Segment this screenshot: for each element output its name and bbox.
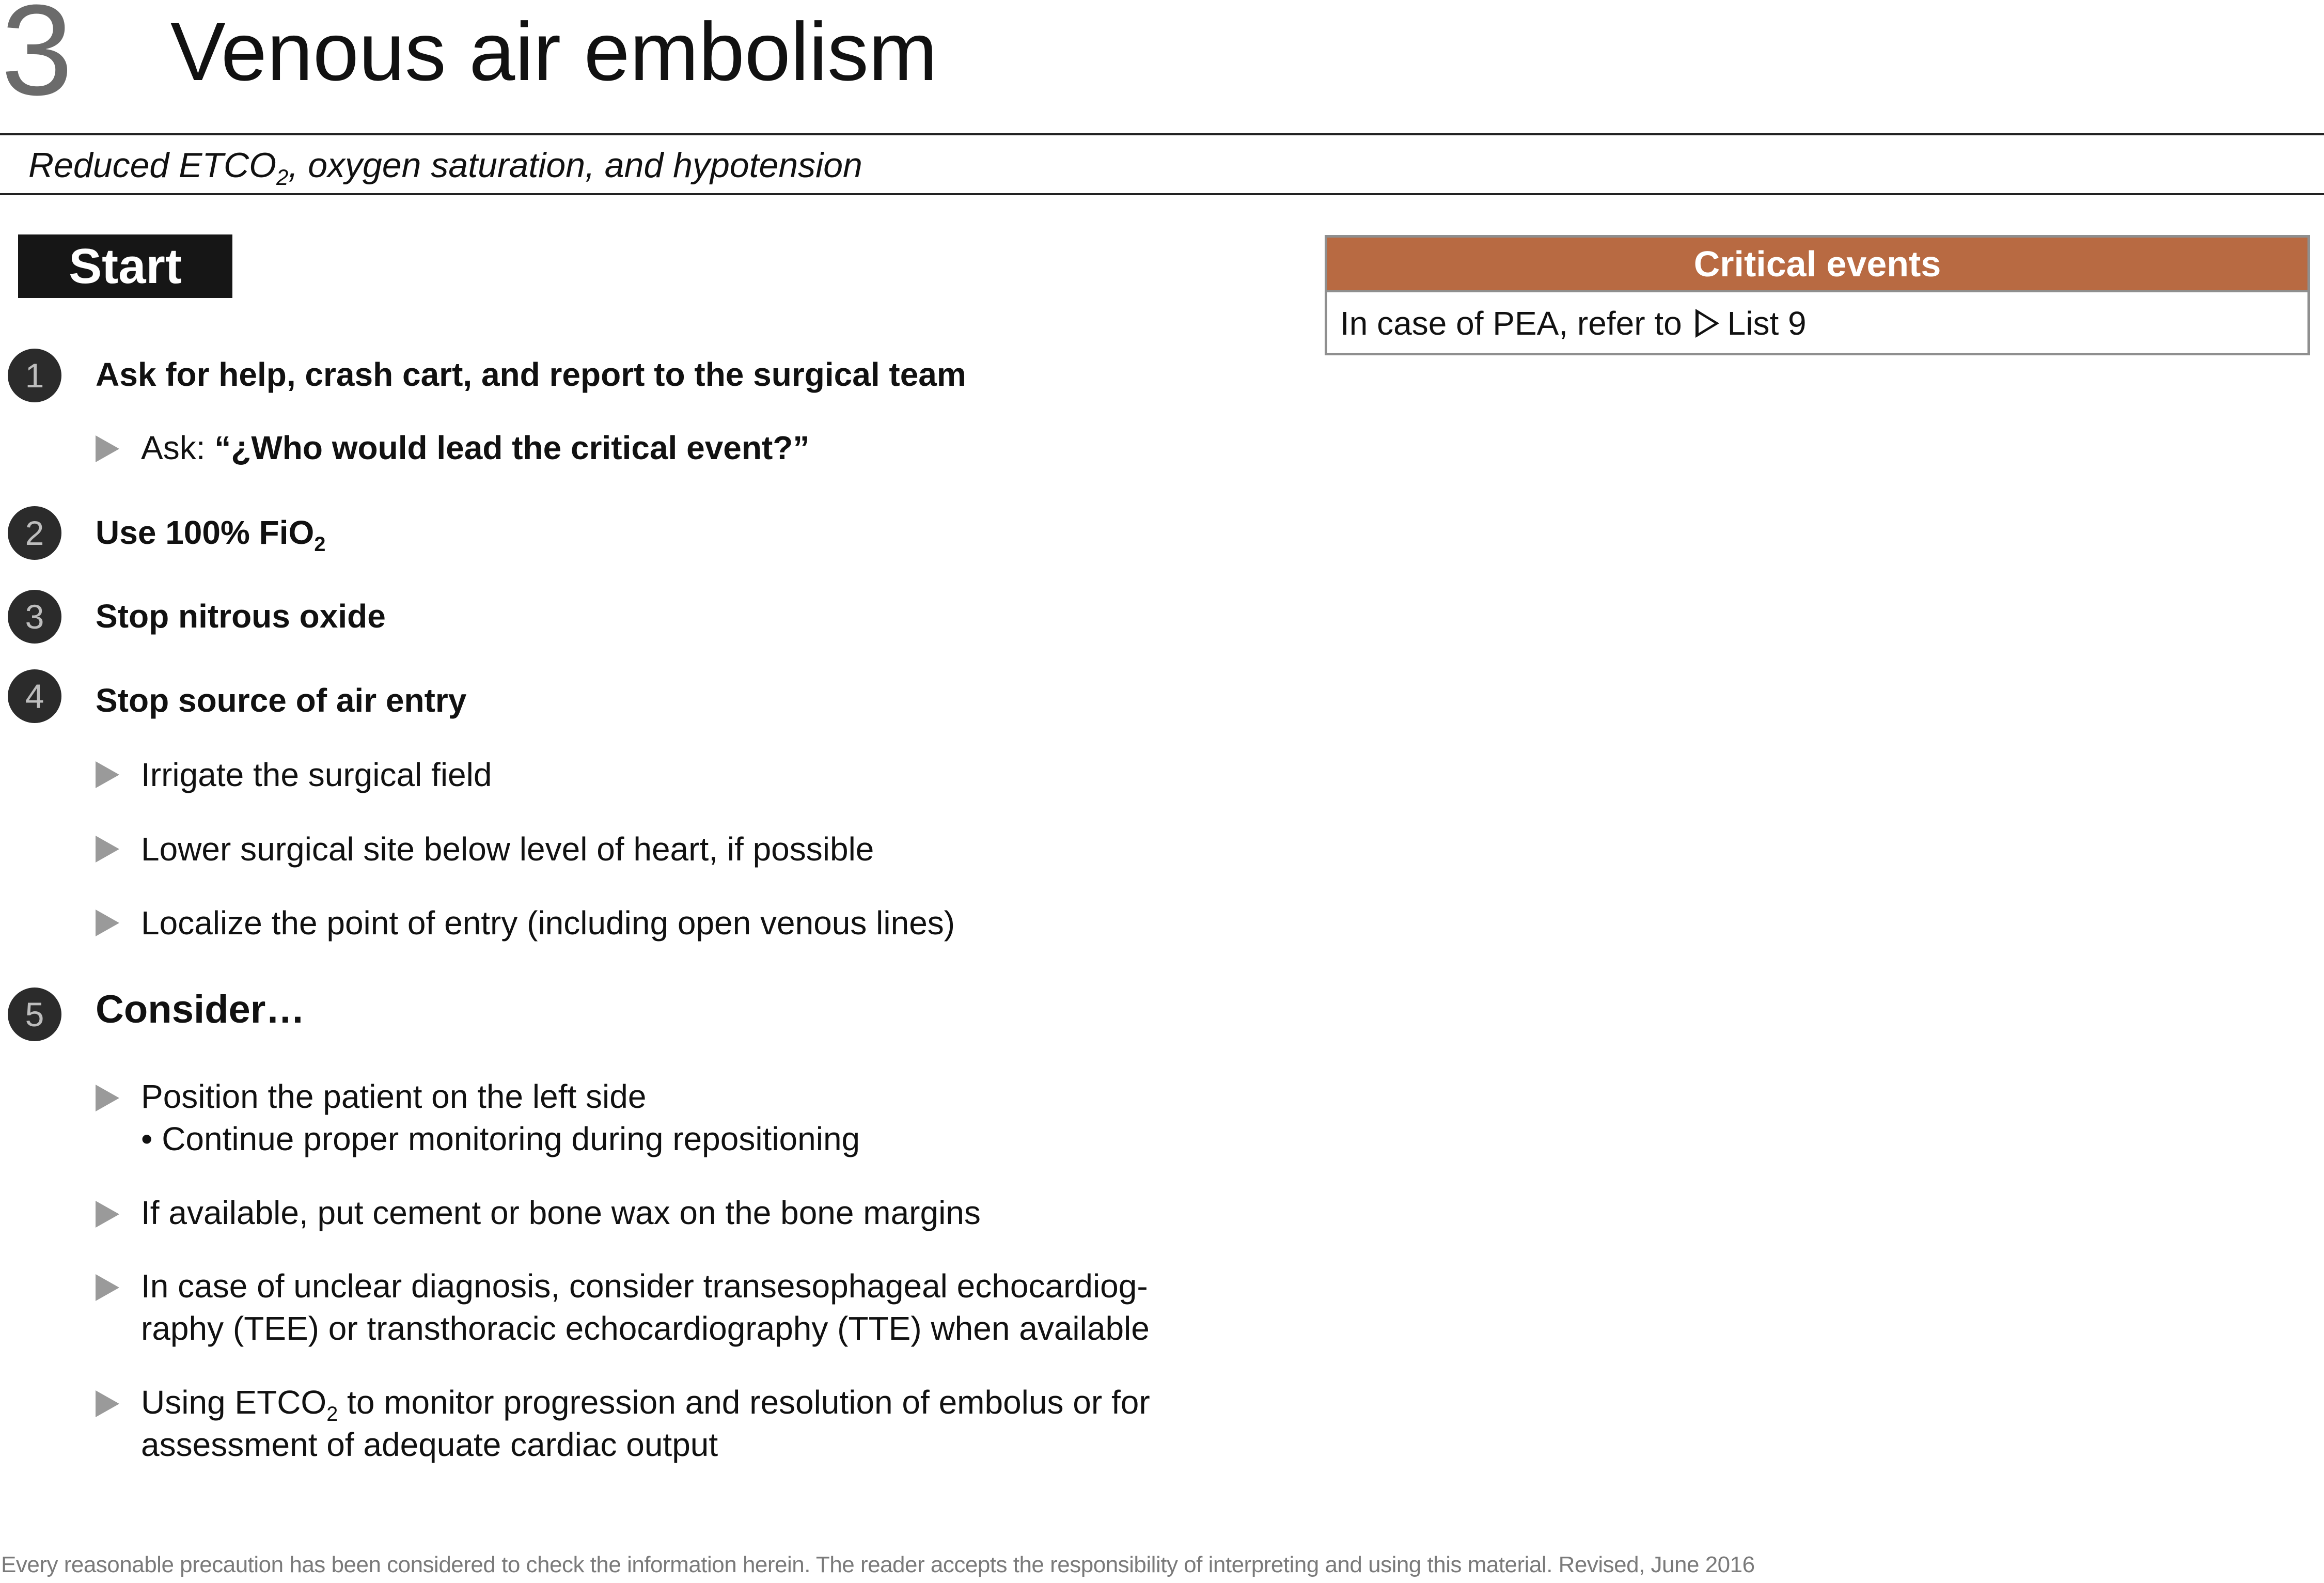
critical-events-body xyxy=(1340,304,1807,343)
chapter-number: 3 xyxy=(1,0,73,122)
triangle-right-outline-icon xyxy=(1695,309,1719,338)
start-label: Start xyxy=(18,234,232,298)
step-4-badge: 4 xyxy=(8,669,61,723)
step-2-text xyxy=(96,513,326,556)
step-1-bullet-1 xyxy=(141,427,809,469)
bullet-arrow-icon xyxy=(96,1390,119,1417)
page-title: Venous air embolism xyxy=(170,5,938,98)
bullet-arrow-icon xyxy=(96,910,119,936)
bullet-bold-quote: “¿Who would lead the critical event?” xyxy=(214,429,810,466)
bullet-line: raphy (TEE) or transthoracic echocardiography (TTE) when available xyxy=(141,1310,1150,1347)
footer-disclaimer: Every reasonable precaution has been considered to check the information herein. The reader accepts the responsibility of interpreting and using this material. Revised, June 2016 xyxy=(1,1552,1755,1577)
step-4-text: Stop source of air entry xyxy=(96,682,467,719)
bullet-arrow-icon xyxy=(96,1274,119,1301)
bullet-line xyxy=(141,1381,1150,1423)
bullet-arrow-icon xyxy=(96,435,119,462)
bullet-prefix: Ask: xyxy=(141,429,215,466)
step-5-text: Consider… xyxy=(96,988,305,1031)
critical-events-divider xyxy=(1327,290,2307,292)
bullet-line: In case of unclear diagnosis, consider transesophageal echocardiog- xyxy=(141,1267,1148,1305)
critical-events-text: In case of PEA, refer to xyxy=(1340,305,1682,342)
step-5-bullet-3 xyxy=(141,1265,1150,1350)
bullet-text-pre: Using ETCO xyxy=(141,1384,327,1421)
bullet-arrow-icon xyxy=(96,1085,119,1111)
step-3-badge: 3 xyxy=(8,590,61,644)
critical-events-panel xyxy=(1325,235,2310,355)
header-rule-bottom xyxy=(0,193,2324,195)
subtitle-text-post: , oxygen saturation, and hypotension xyxy=(288,146,862,185)
bullet-line: assessment of adequate cardiac output xyxy=(141,1426,718,1463)
step-4-bullet-2: Lower surgical site below level of heart, if possible xyxy=(141,830,874,868)
step-1-badge: 1 xyxy=(8,349,61,402)
step-5-bullet-1 xyxy=(141,1075,860,1160)
step-2-subscript: 2 xyxy=(314,532,326,556)
list-reference-link[interactable]: List 9 xyxy=(1727,305,1807,342)
bullet-subline: • Continue proper monitoring during repositioning xyxy=(141,1120,860,1157)
subtitle-subscript: 2 xyxy=(276,165,289,190)
step-2-badge: 2 xyxy=(8,506,61,560)
bullet-arrow-icon xyxy=(96,1201,119,1228)
header-rule-top xyxy=(0,133,2324,135)
critical-events-header: Critical events xyxy=(1327,238,2307,290)
step-3-text: Stop nitrous oxide xyxy=(96,598,386,635)
step-4-bullet-3: Localize the point of entry (including open venous lines) xyxy=(141,904,955,942)
bullet-line: Position the patient on the left side xyxy=(141,1078,647,1115)
step-4-bullet-1: Irrigate the surgical field xyxy=(141,756,492,793)
step-1-text: Ask for help, crash cart, and report to the surgical team xyxy=(96,356,966,393)
bullet-subscript: 2 xyxy=(326,1402,338,1425)
subtitle-text-pre: Reduced ETCO xyxy=(28,146,276,185)
step-5-bullet-2: If available, put cement or bone wax on the bone margins xyxy=(141,1194,981,1231)
bullet-arrow-icon xyxy=(96,761,119,788)
step-2-text-pre: Use 100% FiO xyxy=(96,514,315,551)
step-5-badge: 5 xyxy=(8,988,61,1041)
step-5-bullet-4 xyxy=(141,1381,1150,1466)
page-subtitle xyxy=(28,145,862,190)
bullet-arrow-icon xyxy=(96,836,119,863)
bullet-text-post: to monitor progression and resolution of embolus or for xyxy=(338,1384,1150,1421)
